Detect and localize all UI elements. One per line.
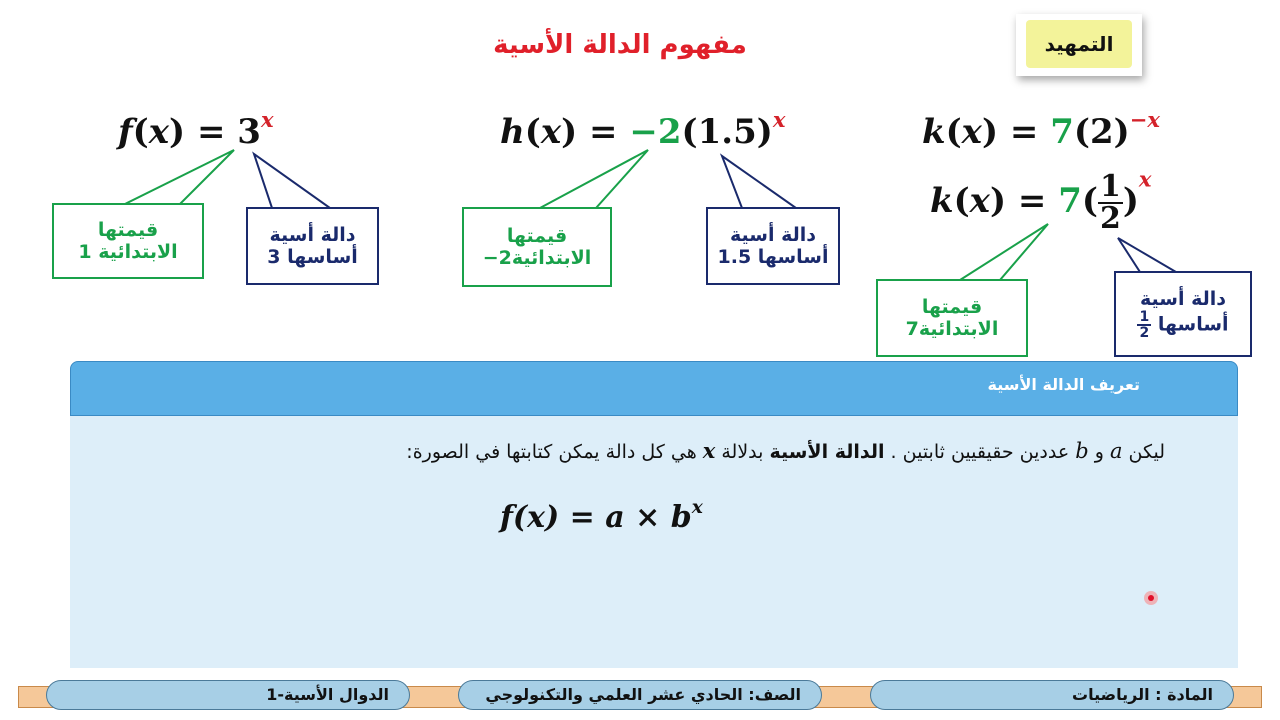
- definition-bold-term: الدالة الأسية: [769, 441, 885, 463]
- section-badge[interactable]: التمهيد: [1026, 20, 1132, 68]
- callout-label: دالة أسية: [1139, 288, 1226, 310]
- pointer-h-base: [722, 156, 796, 208]
- callout-line: الابتدائية7: [905, 318, 999, 340]
- callout-label: دالة أسية: [269, 224, 356, 246]
- callout-base-fraction: [1137, 310, 1151, 340]
- equation-k-alt: k(x) = 7( $\frac{1}{2}$ )$^x$: [930, 166, 1152, 236]
- definition-t2: و: [1094, 441, 1104, 463]
- exponent: x: [260, 107, 274, 133]
- pointer-h-initial: [540, 150, 648, 208]
- callout-label: قيمتها: [506, 225, 568, 247]
- coefficient: 7: [1050, 112, 1074, 152]
- callout-line: الابتدائية2−: [482, 247, 592, 269]
- exponent: x: [1138, 166, 1152, 192]
- equation-k: $k(x) = 7(2)^{-x}$: [922, 107, 1160, 152]
- base-fraction: [1098, 169, 1123, 236]
- callout-line: [1116, 310, 1250, 340]
- footer-subject: المادة : الرياضيات: [870, 680, 1234, 710]
- footer-grade: الصف: الحادي عشر العلمي والتكنولوجي: [458, 680, 822, 710]
- initial-value-callout-h: [462, 207, 612, 287]
- callout-line: أساسها 1.5: [717, 246, 829, 268]
- base-callout-h: [706, 207, 840, 285]
- coefficient: −2: [629, 112, 682, 152]
- base-value: 3: [237, 112, 261, 152]
- coefficient: 7: [1058, 181, 1082, 221]
- base-callout-k: [1114, 271, 1252, 357]
- definition-t1: ليكن: [1128, 441, 1165, 463]
- formula-lhs: f(x): [500, 500, 560, 535]
- fn-var: x: [148, 112, 170, 152]
- fn-var: x: [961, 112, 982, 152]
- fn-var: x: [969, 181, 990, 221]
- formula-b: b: [670, 500, 692, 535]
- definition-text: [406, 438, 1165, 463]
- fraction-denominator: 2: [1099, 201, 1121, 236]
- definition-heading: تعريف الدالة الأسية: [987, 375, 1140, 394]
- callout-line: أساسها 3: [267, 246, 358, 268]
- symbol-x: x: [702, 438, 716, 463]
- symbol-b: b: [1075, 439, 1089, 463]
- equation-h: $h(x) = -2(1.5)^x$: [500, 107, 786, 152]
- base-callout-f: [246, 207, 379, 285]
- definition-t5: هي كل دالة يمكن كتابتها في الصورة:: [406, 441, 697, 463]
- exponent: −x: [1129, 107, 1160, 133]
- initial-value-callout-k: [876, 279, 1028, 357]
- pointer-k-base: [1118, 238, 1176, 272]
- fn-name: k: [922, 112, 946, 152]
- fn-name: h: [500, 112, 525, 152]
- fraction-numerator: 1: [1099, 169, 1121, 204]
- callout-label: قيمتها: [97, 219, 159, 241]
- symbol-a: a: [1109, 439, 1123, 463]
- formula-exp: x: [691, 497, 703, 519]
- exponent: x: [772, 107, 786, 133]
- initial-value-callout-f: [52, 203, 204, 279]
- base-value: (2): [1073, 112, 1130, 152]
- base-value: (1.5): [681, 112, 773, 152]
- definition-t3: عددين حقيقيين ثابتين .: [890, 441, 1070, 463]
- fraction-numerator: 1: [1139, 309, 1150, 325]
- pointer-cursor: [1144, 591, 1158, 605]
- pointer-f-base: [254, 154, 330, 208]
- fn-name: k: [930, 181, 954, 221]
- general-formula: [500, 497, 703, 535]
- fn-name: f: [118, 112, 133, 152]
- page-title: مفهوم الدالة الأسية: [493, 30, 747, 60]
- callout-label: قيمتها: [921, 296, 983, 318]
- callout-label: دالة أسية: [729, 224, 816, 246]
- fraction-denominator: 2: [1139, 325, 1150, 341]
- fn-var: x: [540, 112, 562, 152]
- pointer-f-initial: [125, 150, 234, 204]
- formula-eq: =: [569, 500, 595, 535]
- formula-times: ×: [635, 500, 661, 535]
- footer-lesson: الدوال الأسية-1: [46, 680, 410, 710]
- formula-a: a: [605, 500, 625, 535]
- callout-base-text: أساسها: [1157, 313, 1229, 336]
- callout-line: الابتدائية 1: [78, 241, 178, 263]
- definition-t4: بدلالة: [721, 441, 764, 463]
- equation-f: $f(x) = 3^x$: [118, 107, 274, 152]
